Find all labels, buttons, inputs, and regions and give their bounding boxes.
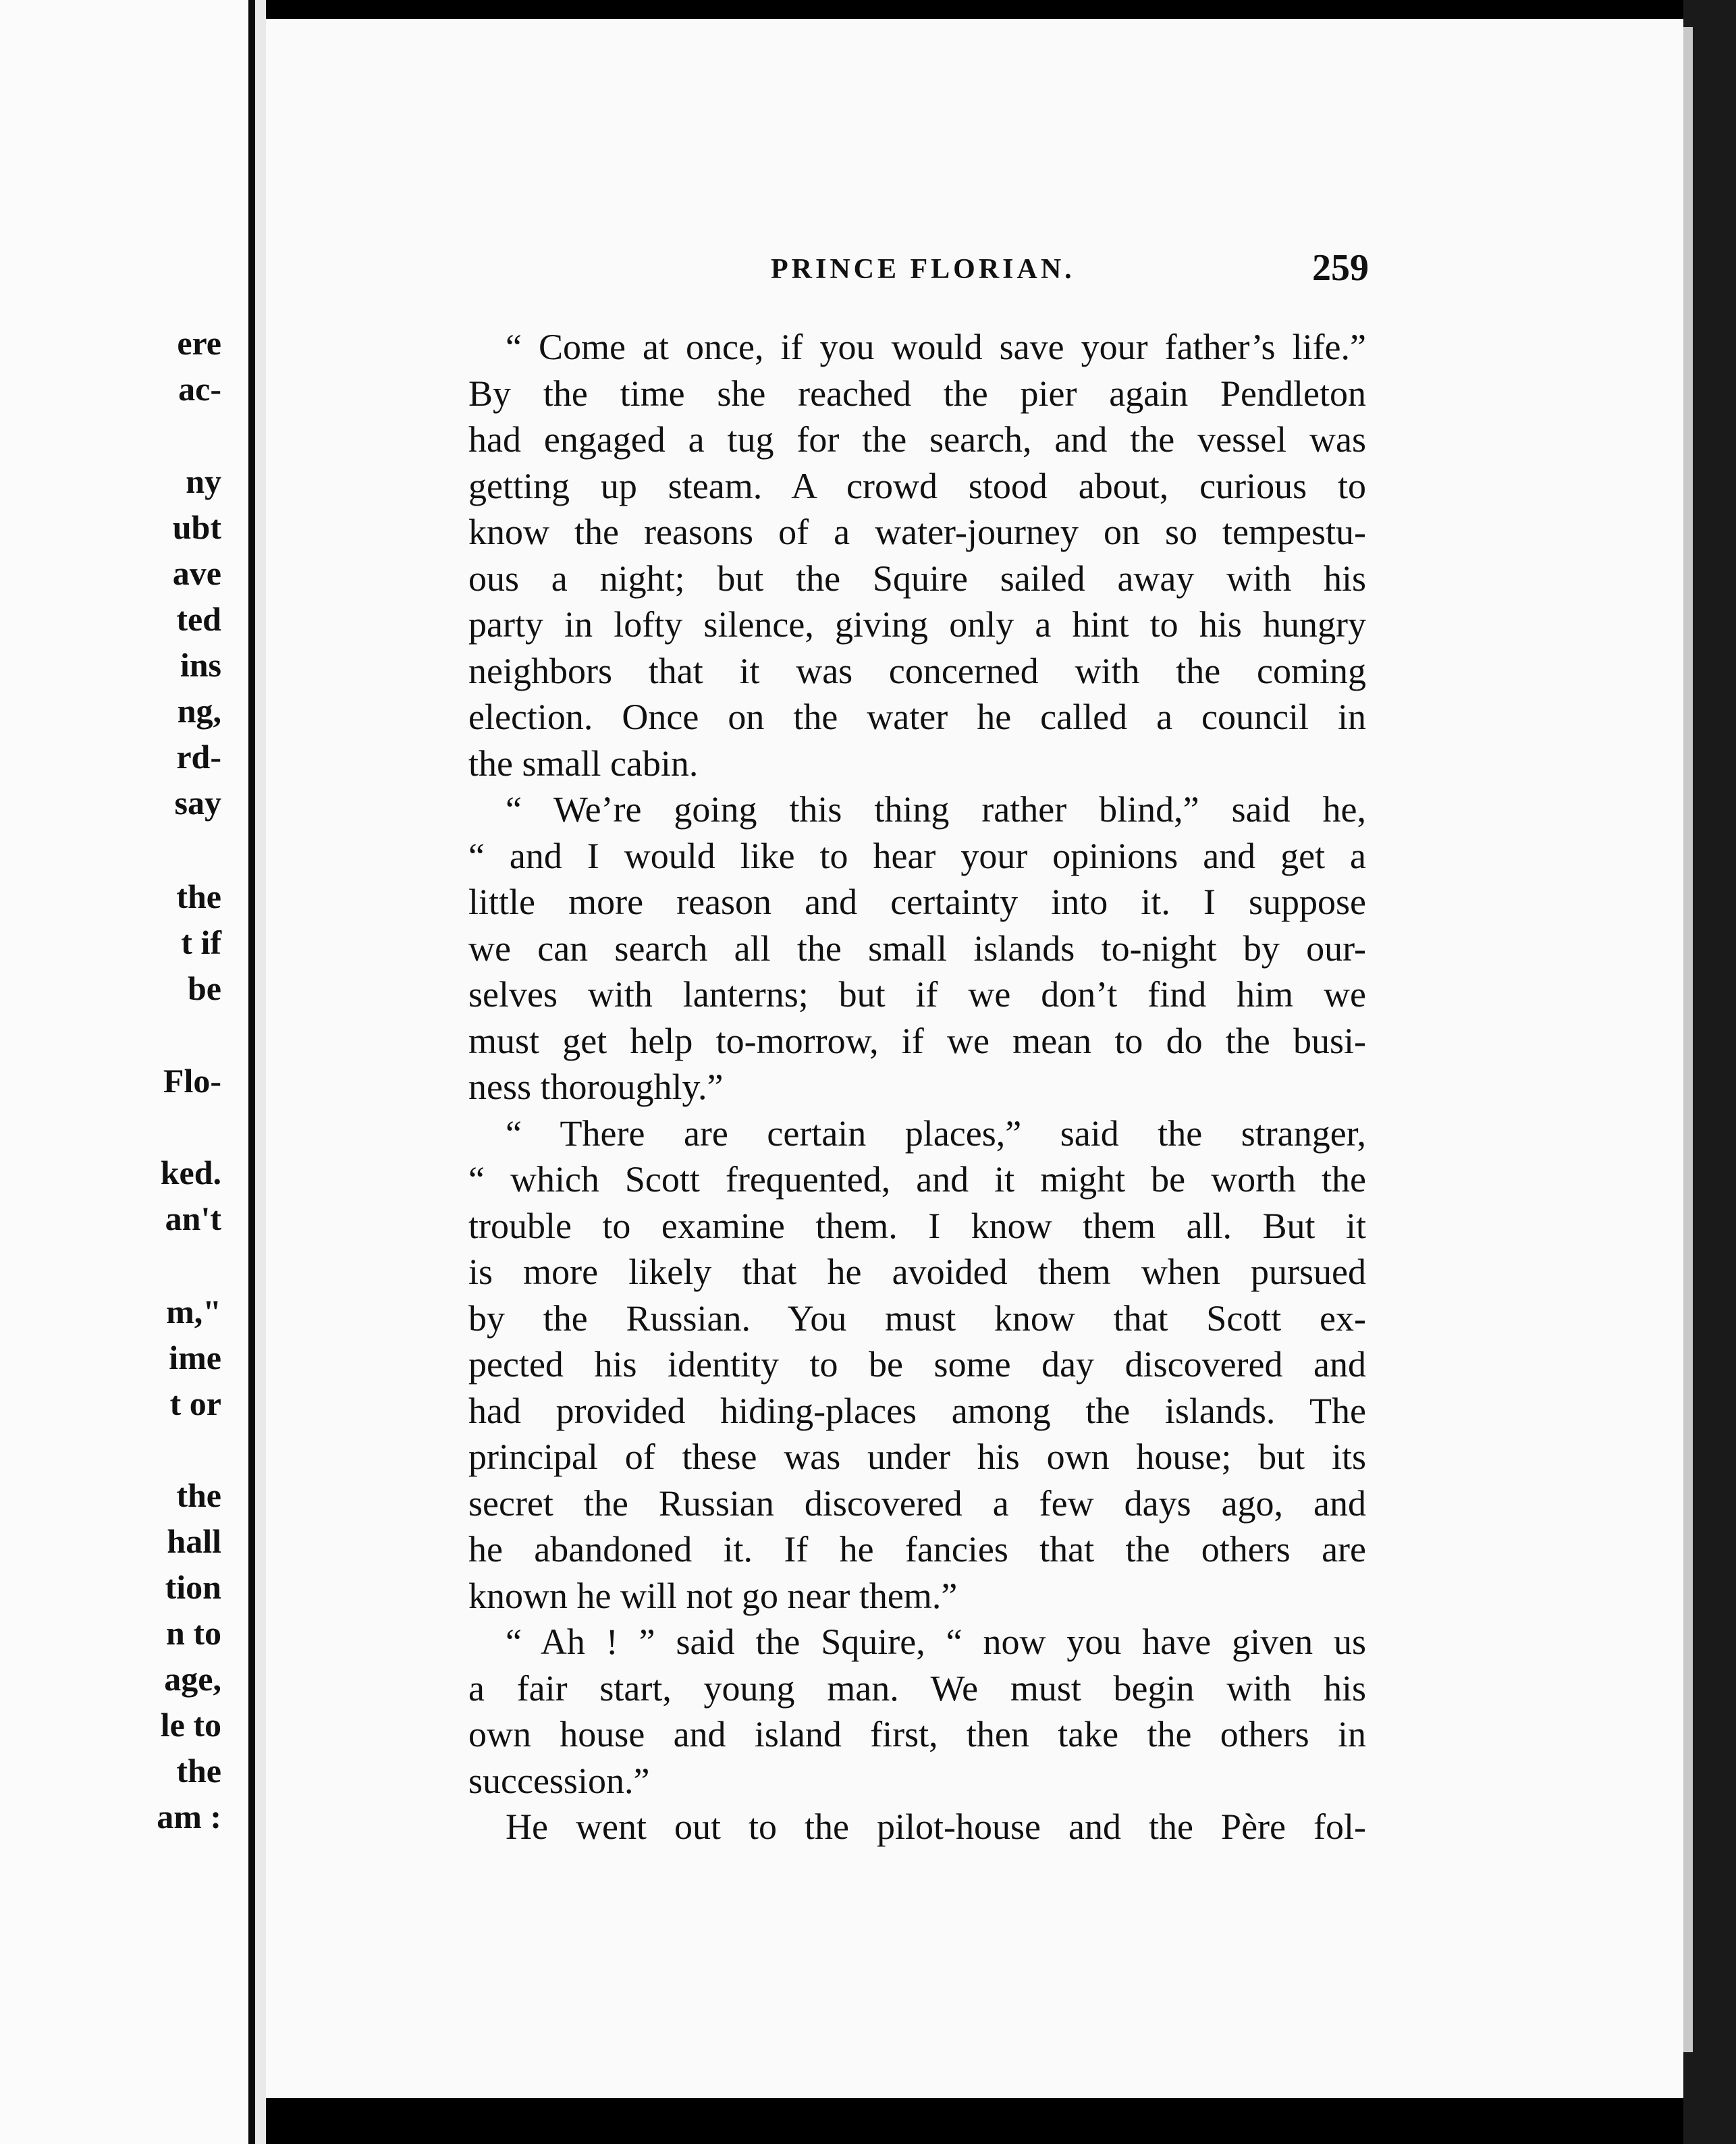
- left-page-fragment: rd-: [176, 738, 221, 776]
- text-line: little more reason and certainty into it. I suppose: [468, 882, 1366, 922]
- text-line: “ We’re going this thing rather blind,” said he,: [506, 789, 1366, 830]
- page-divider: [248, 0, 255, 2144]
- text-line: selves with lanterns; but if we don’t find him we: [468, 974, 1366, 1015]
- text-line: neighbors that it was concerned with the coming: [468, 650, 1366, 691]
- text-line: election. Once on the water he called a council in: [468, 697, 1366, 737]
- text-line: we can search all the small islands to-night by our-: [468, 928, 1366, 969]
- left-page-fragment: le to: [160, 1706, 221, 1744]
- text-line: own house and island first, then take the others in: [468, 1714, 1366, 1754]
- text-line: had provided hiding-places among the islands. The: [468, 1390, 1366, 1431]
- left-page-fragment: age,: [164, 1660, 221, 1698]
- text-line: party in lofty silence, giving only a hint to his hungry: [468, 604, 1366, 645]
- left-page-fragment: am :: [157, 1798, 221, 1835]
- left-page-fragment: ny: [186, 462, 221, 500]
- text-line: ness thoroughly.”: [468, 1067, 724, 1107]
- text-line: trouble to examine them. I know them all. But it: [468, 1205, 1366, 1246]
- left-facing-page: [0, 0, 248, 2144]
- text-line: ous a night; but the Squire sailed away with his: [468, 558, 1366, 599]
- text-line: know the reasons of a water-journey on so tempestu-: [468, 512, 1366, 552]
- text-line: he abandoned it. If he fancies that the others are: [468, 1529, 1366, 1570]
- text-line: By the time she reached the pier again Pendleton: [468, 373, 1366, 414]
- left-page-fragment: be: [188, 969, 221, 1007]
- left-page-fragment: ac-: [178, 370, 221, 408]
- text-line: He went out to the pilot-house and the Père fol-: [506, 1806, 1366, 1847]
- text-line: known he will not go near them.”: [468, 1575, 958, 1616]
- left-page-fragment: an't: [165, 1200, 221, 1237]
- text-line: “ There are certain places,” said the stranger,: [506, 1113, 1366, 1154]
- text-line: a fair start, young man. We must begin with his: [468, 1667, 1366, 1709]
- left-page-fragment: ere: [177, 324, 221, 362]
- left-page-fragment: hall: [167, 1522, 221, 1560]
- left-page-fragment: the: [176, 878, 221, 915]
- text-line: pected his identity to be some day discovered and: [468, 1344, 1366, 1385]
- text-line: succession.”: [468, 1760, 650, 1801]
- left-page-fragment: ave: [172, 554, 221, 592]
- text-line: principal of these was under his own house; but its: [468, 1437, 1366, 1477]
- left-page-fragment: ime: [169, 1339, 221, 1376]
- text-line: “ Come at once, if you would save your father’s life.”: [506, 327, 1366, 367]
- page-edge: [1683, 0, 1736, 2144]
- left-page-fragment: n to: [166, 1614, 221, 1652]
- text-line: “ which Scott frequented, and it might be worth the: [468, 1159, 1366, 1200]
- left-page-fragment: t if: [181, 923, 221, 961]
- text-line: must get help to-morrow, if we mean to do the busi-: [468, 1020, 1366, 1061]
- text-line: getting up steam. A crowd stood about, curious to: [468, 465, 1366, 506]
- text-line: the small cabin.: [468, 743, 699, 784]
- text-line: secret the Russian discovered a few days ago, and: [468, 1482, 1366, 1524]
- text-line: “ Ah ! ” said the Squire, “ now you have given us: [506, 1622, 1366, 1662]
- left-page-fragment: Flo-: [163, 1062, 221, 1100]
- left-page-fragment: ked.: [160, 1154, 221, 1191]
- text-line: “ and I would like to hear your opinions and get a: [468, 835, 1366, 876]
- left-page-fragment: ng,: [177, 692, 221, 730]
- left-page-fragment: ubt: [172, 508, 221, 546]
- left-page-fragment: tion: [165, 1568, 221, 1606]
- left-page-fragment: t or: [169, 1385, 221, 1422]
- running-head: PRINCE FLORIAN.: [771, 254, 1075, 285]
- text-line: had engaged a tug for the search, and the vessel was: [468, 419, 1366, 460]
- left-page-fragment: the: [176, 1476, 221, 1514]
- left-page-fragment: ted: [176, 600, 221, 638]
- left-page-fragment: ins: [180, 646, 221, 684]
- text-line: by the Russian. You must know that Scott ex-: [468, 1297, 1366, 1339]
- left-page-fragment: m,": [166, 1293, 221, 1331]
- left-page-fragment: the: [176, 1752, 221, 1790]
- page-number: 259: [1312, 247, 1369, 289]
- left-page-fragment: say: [174, 784, 221, 822]
- text-line: is more likely that he avoided them when pursued: [468, 1252, 1366, 1292]
- body-text: [468, 324, 1366, 1850]
- gutter: [255, 0, 266, 2144]
